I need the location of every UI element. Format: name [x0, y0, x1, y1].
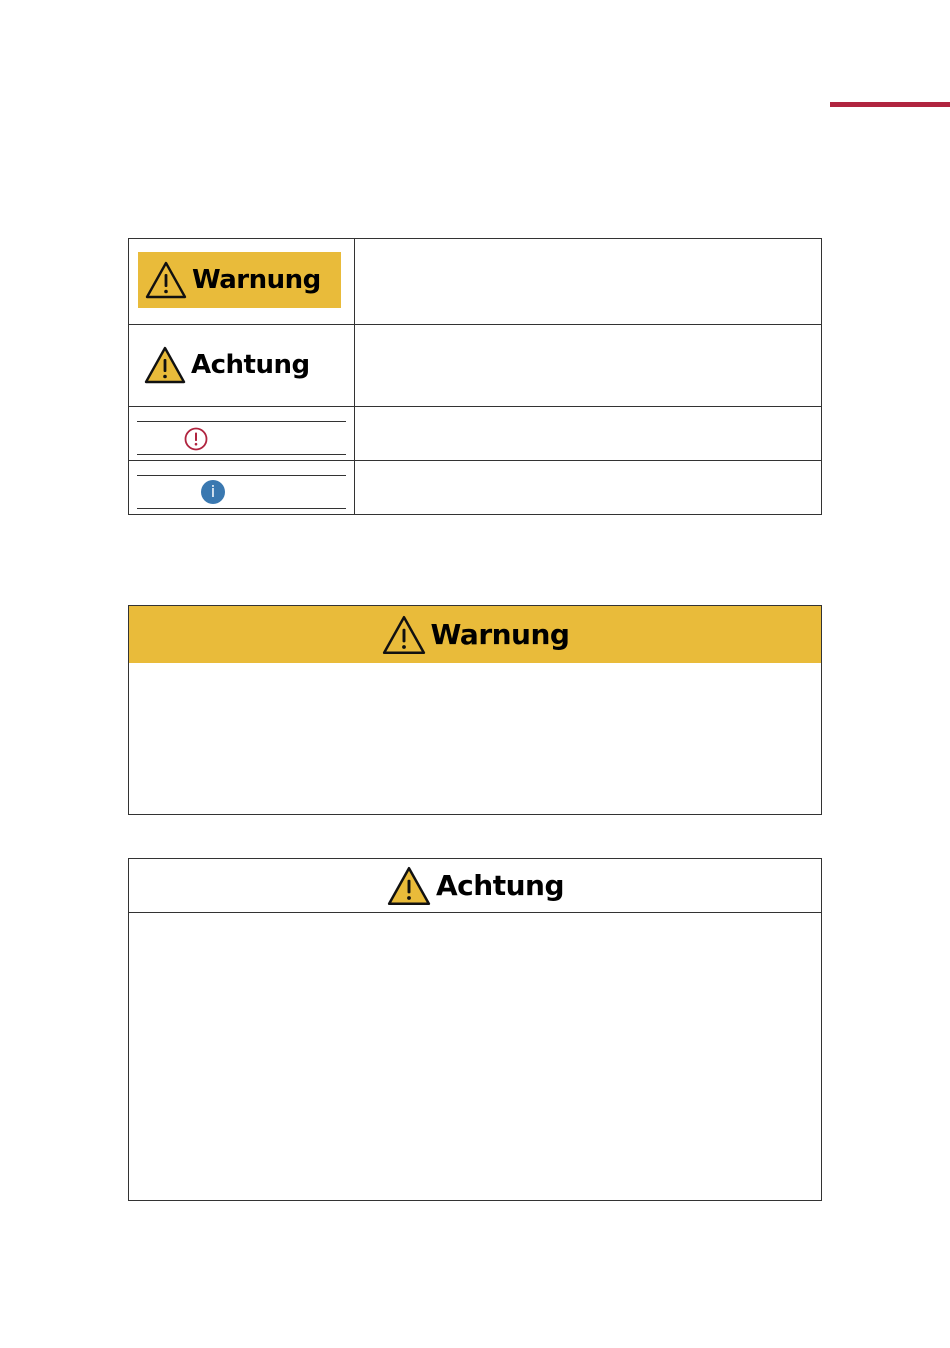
legend-row-caution	[129, 325, 822, 407]
exclamation-circle-icon	[184, 427, 208, 451]
symbol-legend-table	[128, 238, 822, 515]
caution-box-header	[129, 859, 821, 913]
legend-description-info	[355, 461, 822, 515]
legend-symbol-cell	[129, 239, 355, 325]
warning-badge	[138, 252, 341, 308]
warning-triangle-icon	[144, 260, 188, 300]
legend-row-notice	[129, 407, 822, 461]
caution-box-title: Achtung	[436, 868, 564, 902]
legend-symbol-cell	[129, 325, 355, 407]
warning-badge-label: Warnung	[192, 265, 321, 295]
caution-box	[128, 858, 822, 1201]
legend-description-notice	[355, 407, 822, 461]
legend-row-info	[129, 461, 822, 515]
legend-row-warning	[129, 239, 822, 325]
warning-triangle-icon	[386, 865, 432, 907]
legend-description-caution	[355, 325, 822, 407]
caution-badge	[143, 345, 310, 385]
warning-box-title: Warnung	[430, 617, 570, 651]
warning-box	[128, 605, 822, 815]
warning-triangle-icon	[381, 614, 427, 656]
warning-box-header	[129, 606, 821, 663]
info-circle-icon: i	[201, 480, 225, 504]
accent-bar	[830, 102, 950, 107]
legend-description-warning	[355, 239, 822, 325]
notice-rule-lines	[137, 421, 346, 455]
legend-symbol-cell	[129, 461, 355, 515]
info-rule-lines	[137, 475, 346, 509]
warning-triangle-icon	[143, 345, 187, 385]
legend-symbol-cell	[129, 407, 355, 461]
caution-badge-label: Achtung	[191, 350, 310, 380]
